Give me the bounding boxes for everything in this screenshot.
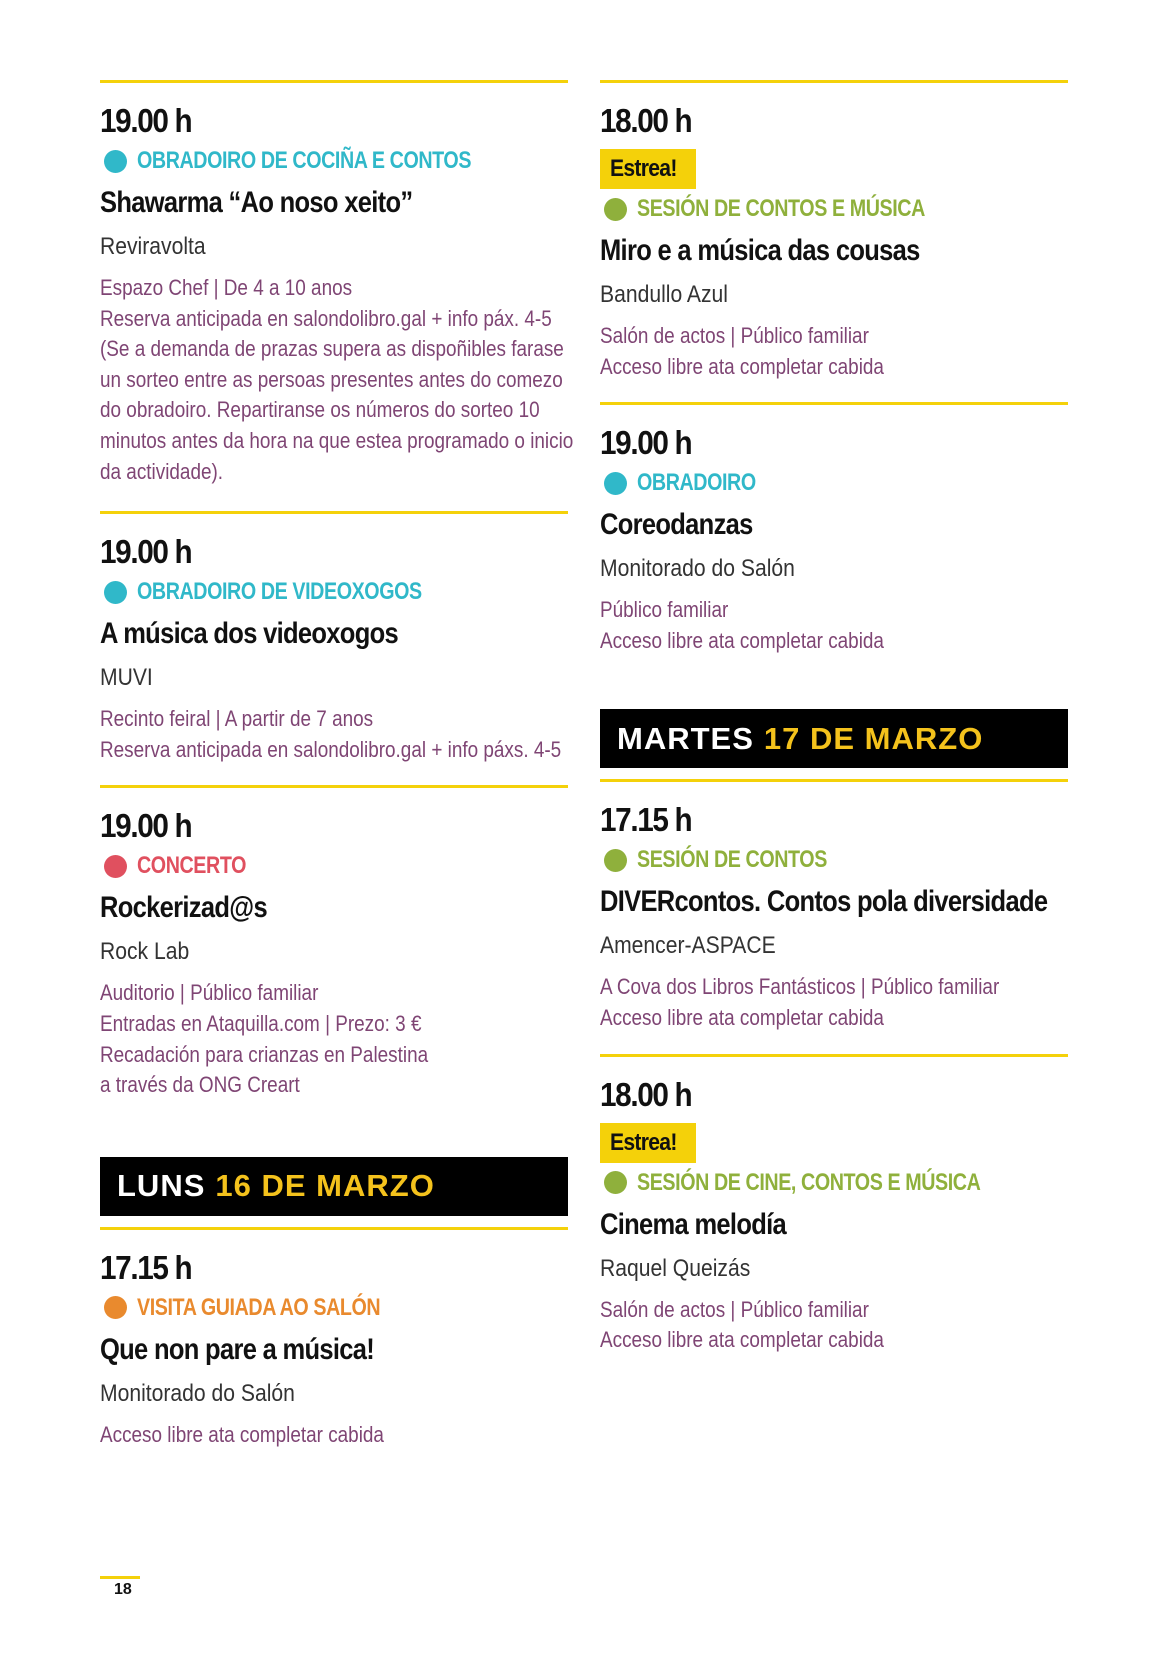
detail-line: Espazo Chef | De 4 a 10 anos bbox=[100, 275, 353, 300]
day-header-luns bbox=[100, 1157, 568, 1216]
event-author: MUVI bbox=[100, 664, 153, 692]
page-number: 18 bbox=[100, 1576, 140, 1599]
event-author: Raquel Queizás bbox=[600, 1254, 751, 1282]
detail-line: Auditorio | Público familiar bbox=[100, 980, 319, 1006]
event-time: 17.15 h bbox=[100, 1248, 192, 1286]
category-dot-icon bbox=[604, 849, 627, 872]
category-label: CONCERTO bbox=[137, 852, 246, 880]
day-date: 17 DE MARZO bbox=[763, 720, 984, 756]
category-label: SESIÓN DE CONTOS bbox=[637, 846, 827, 874]
day-name: MARTES bbox=[617, 720, 754, 756]
event-title: Rockerizad@s bbox=[100, 891, 267, 925]
detail-line: Acceso libre ata completar cabida bbox=[100, 1421, 384, 1447]
event-author: Reviravolta bbox=[100, 233, 206, 260]
event-time: 18.00 h bbox=[600, 1075, 692, 1113]
day-header-martes bbox=[600, 709, 1068, 768]
detail-line: a través da ONG Creart bbox=[100, 1072, 300, 1098]
detail-line: A Cova dos Libros Fantásticos | Público familiar bbox=[600, 974, 1000, 1000]
event-category bbox=[600, 465, 1068, 501]
event-category bbox=[600, 842, 1068, 878]
detail-line: Acceso libre ata completar cabida bbox=[600, 1004, 884, 1030]
event-time: 17.15 h bbox=[600, 801, 692, 839]
detail-line: Reserva anticipada en salondolibro.gal + info páxs. 4-5 bbox=[100, 736, 562, 762]
event-details bbox=[100, 978, 568, 1100]
event-author: Rock Lab bbox=[100, 938, 190, 966]
event-details bbox=[100, 273, 574, 487]
event-videoxogos bbox=[100, 511, 568, 765]
right-column bbox=[600, 80, 1068, 1356]
detail-line: Entradas en Ataquilla.com | Prezo: 3 € bbox=[100, 1010, 422, 1036]
detail-line: Salón de actos | Público familiar bbox=[600, 1296, 869, 1322]
detail-line: Salón de actos | Público familiar bbox=[600, 323, 869, 348]
event-coreodanzas bbox=[600, 402, 1068, 656]
event-details bbox=[600, 321, 1068, 382]
estrea-badge: Estrea! bbox=[600, 149, 696, 189]
event-author: Monitorado do Salón bbox=[100, 1379, 295, 1407]
category-dot-icon bbox=[604, 1171, 627, 1194]
category-dot-icon bbox=[104, 150, 127, 173]
detail-line: (Se a demanda de prazas supera as dispoñibles farase bbox=[100, 336, 564, 362]
event-category bbox=[600, 1165, 1068, 1201]
day-name: LUNS bbox=[117, 1168, 206, 1204]
event-category bbox=[600, 191, 1068, 227]
event-time: 19.00 h bbox=[100, 102, 192, 139]
detail-line: un sorteo entre as persoas presentes antes do comezo bbox=[100, 366, 563, 392]
category-label: OBRADOIRO DE VIDEOXOGOS bbox=[137, 578, 422, 606]
estrea-badge: Estrea! bbox=[600, 1123, 696, 1163]
category-dot-icon bbox=[104, 1296, 127, 1319]
event-title: DIVERcontos. Contos pola diversidade bbox=[600, 885, 1048, 919]
category-label: SESIÓN DE CONTOS E MÚSICA bbox=[637, 195, 925, 222]
event-title: Coreodanzas bbox=[600, 508, 753, 542]
event-details bbox=[100, 704, 568, 765]
event-details bbox=[600, 595, 1068, 656]
event-author: Monitorado do Salón bbox=[600, 555, 795, 583]
event-cinema-melodia bbox=[600, 1054, 1068, 1356]
event-title: Que non pare a música! bbox=[100, 1332, 375, 1366]
category-label: SESIÓN DE CINE, CONTOS E MÚSICA bbox=[637, 1168, 981, 1196]
event-author: Amencer-ASPACE bbox=[600, 932, 776, 960]
event-title: A música dos videoxogos bbox=[100, 617, 399, 651]
event-category bbox=[100, 574, 568, 610]
event-time: 19.00 h bbox=[600, 424, 692, 462]
event-miro bbox=[600, 80, 1068, 382]
event-details bbox=[100, 1420, 568, 1451]
event-author: Bandullo Azul bbox=[600, 281, 728, 308]
left-column bbox=[100, 80, 574, 1450]
event-shawarma bbox=[100, 80, 574, 487]
detail-line: Público familiar bbox=[600, 597, 729, 623]
detail-line: Acceso libre ata completar cabida bbox=[600, 353, 884, 379]
event-title: Miro e a música das cousas bbox=[600, 234, 920, 267]
category-dot-icon bbox=[104, 855, 127, 878]
detail-line: do obradoiro. Repartiranse os números do sorteo 10 bbox=[100, 397, 540, 423]
event-title: Cinema melodía bbox=[600, 1207, 787, 1241]
detail-line: Recinto feiral | A partir de 7 anos bbox=[100, 706, 374, 732]
detail-line: Acceso libre ata completar cabida bbox=[600, 1327, 884, 1353]
detail-line: da actividade). bbox=[100, 458, 224, 484]
category-dot-icon bbox=[604, 198, 627, 221]
event-rockerizados bbox=[100, 785, 568, 1100]
event-divercontos bbox=[600, 782, 1068, 1033]
event-visita-guiada bbox=[100, 1230, 568, 1451]
event-time: 18.00 h bbox=[600, 102, 692, 139]
category-dot-icon bbox=[104, 581, 127, 604]
event-details bbox=[600, 1295, 1068, 1356]
category-label: OBRADOIRO DE COCIÑA E CONTOS bbox=[137, 147, 472, 174]
event-time: 19.00 h bbox=[100, 533, 192, 571]
detail-line: Recadación para crianzas en Palestina bbox=[100, 1041, 429, 1067]
detail-line: Reserva anticipada en salondolibro.gal + info páx. 4-5 bbox=[100, 305, 552, 331]
detail-line: minutos antes da hora na que estea programado o inicio bbox=[100, 427, 574, 453]
event-category bbox=[100, 848, 568, 884]
event-details bbox=[600, 972, 1068, 1033]
category-label: OBRADOIRO bbox=[637, 469, 756, 497]
event-category bbox=[100, 1290, 568, 1326]
category-label: VISITA GUIADA AO SALÓN bbox=[137, 1293, 381, 1321]
detail-line: Acceso libre ata completar cabida bbox=[600, 627, 884, 653]
event-time: 19.00 h bbox=[100, 807, 192, 845]
category-dot-icon bbox=[604, 472, 627, 495]
event-category bbox=[100, 143, 568, 179]
day-date: 16 DE MARZO bbox=[215, 1168, 435, 1204]
event-title: Shawarma “Ao noso xeito” bbox=[100, 186, 413, 219]
